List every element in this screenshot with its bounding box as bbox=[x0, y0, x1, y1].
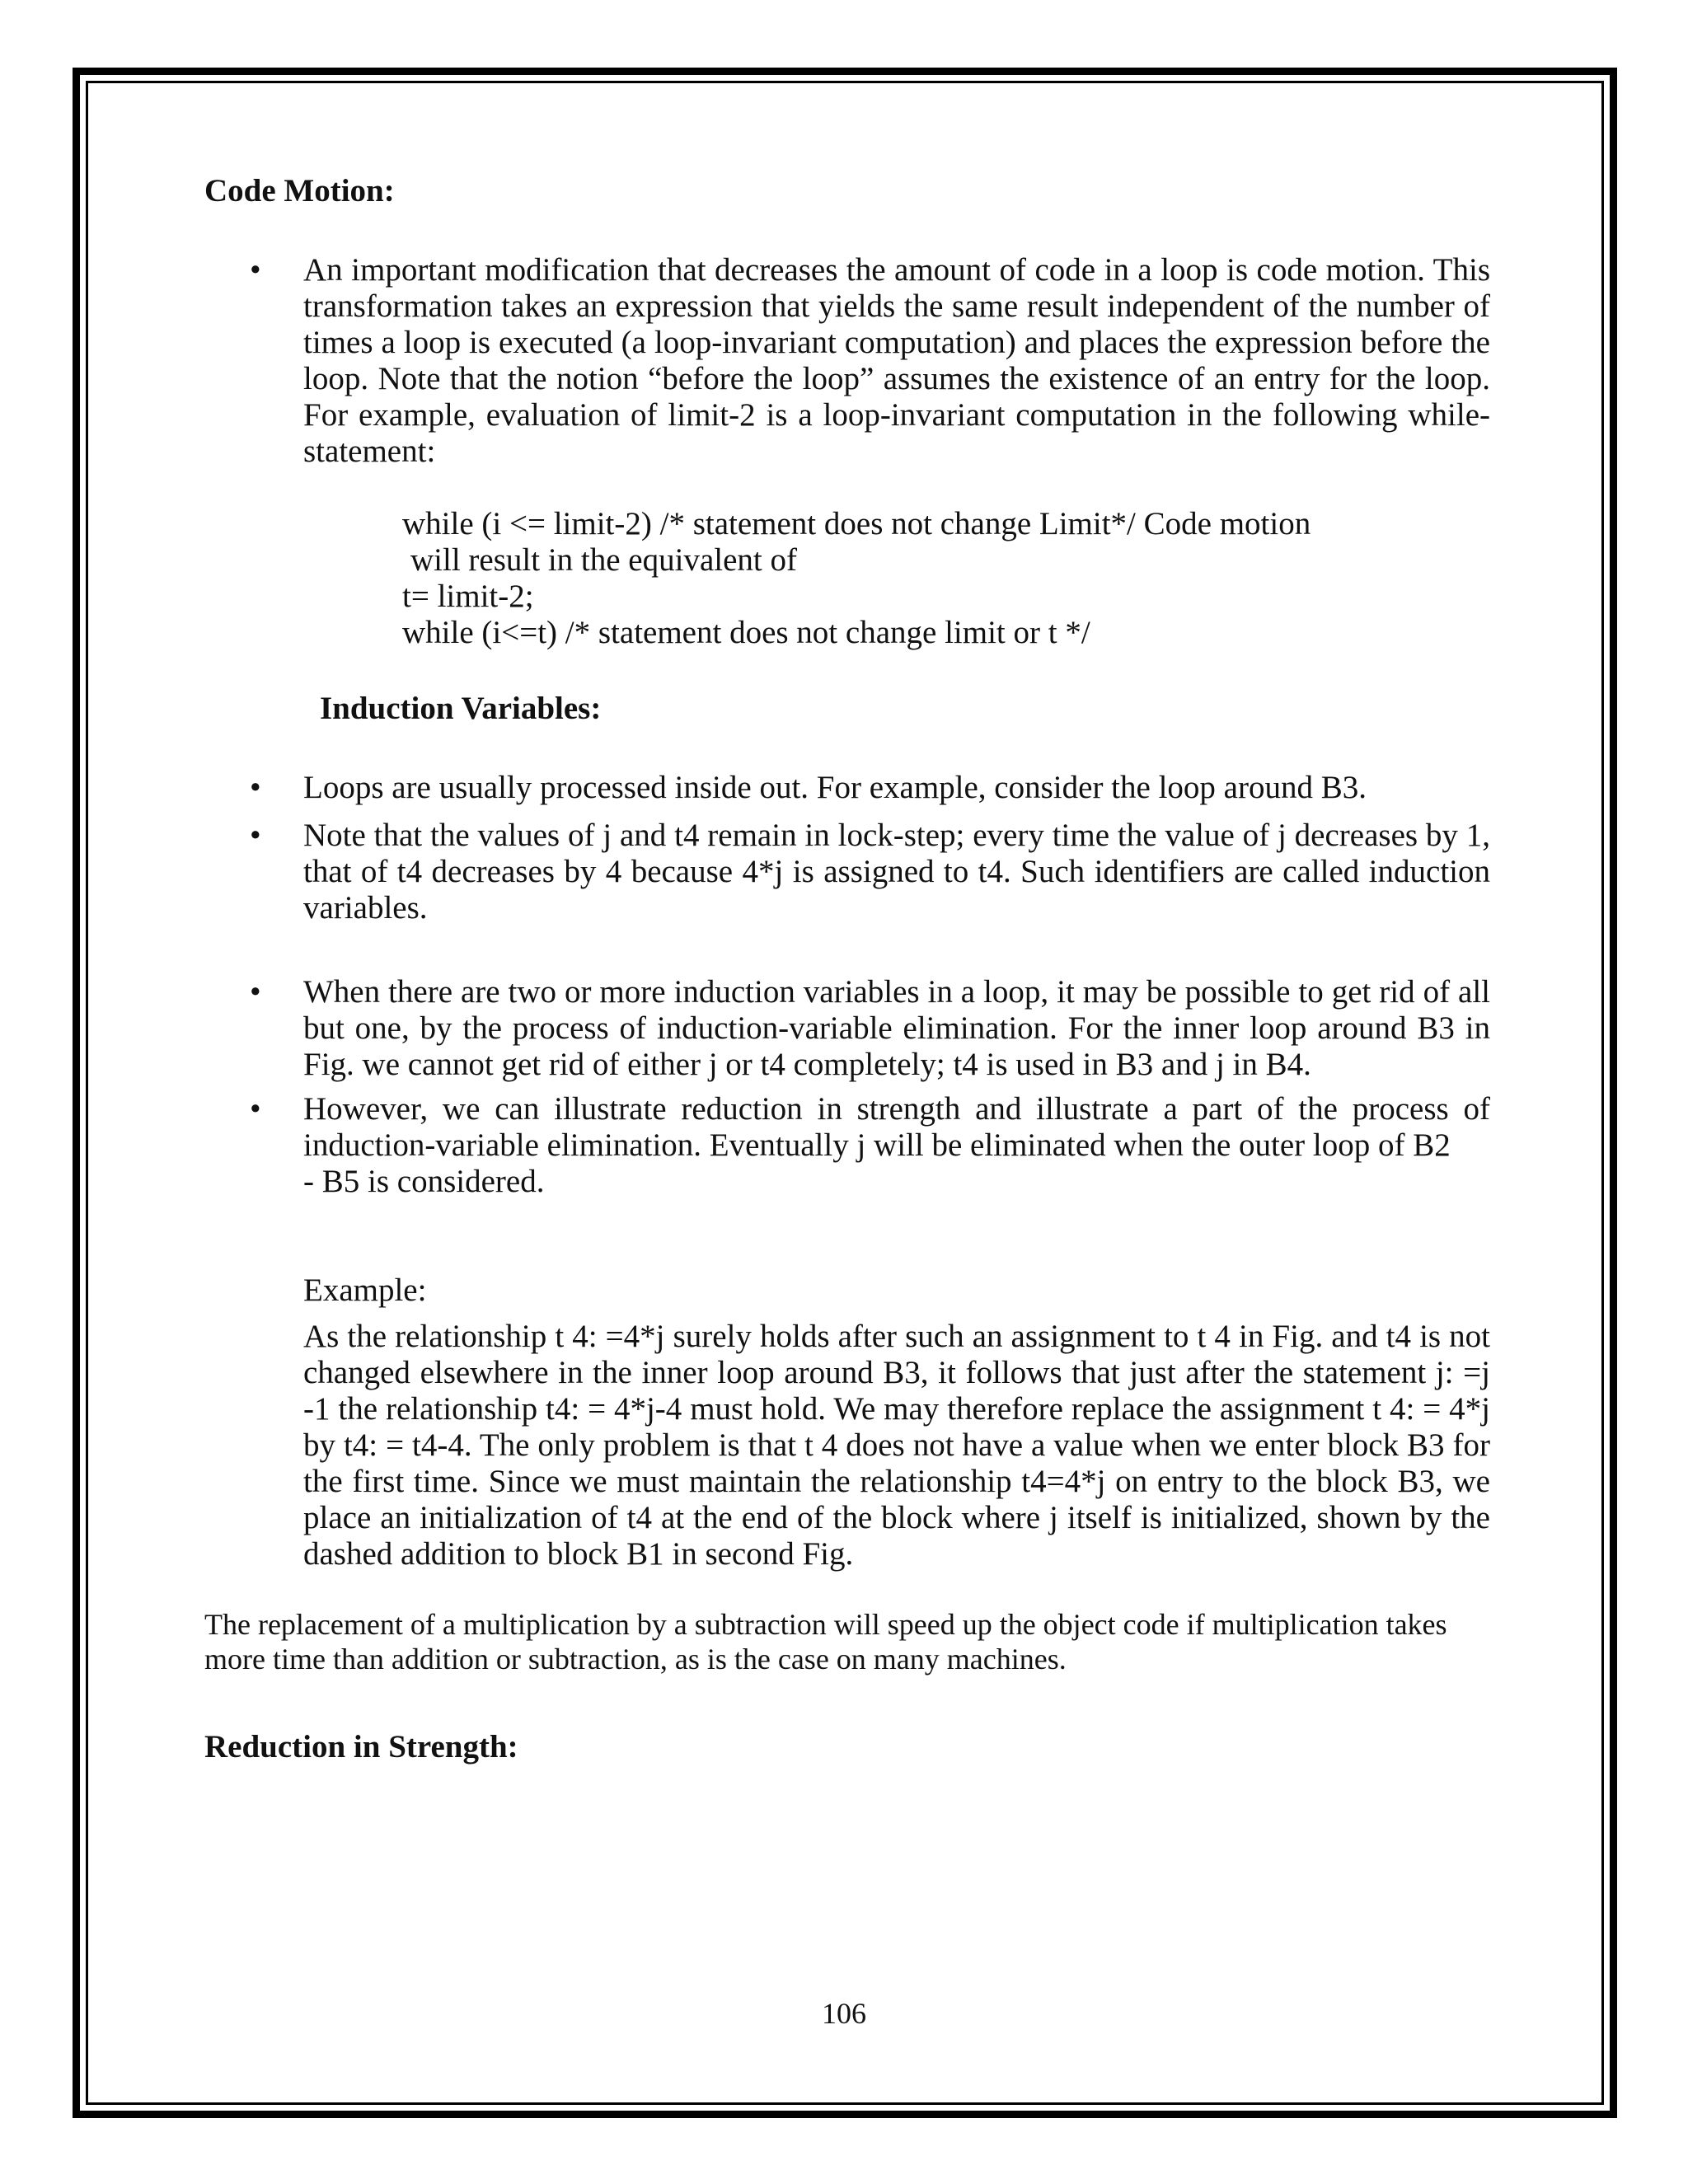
list-item bbox=[204, 818, 1490, 926]
induction-variables-heading: Induction Variables: bbox=[320, 691, 602, 726]
code-block bbox=[204, 506, 1490, 651]
code-motion-heading: Code Motion: bbox=[204, 173, 395, 209]
code-line: t= limit-2; bbox=[402, 579, 534, 614]
code-line: will result in the equivalent of bbox=[410, 542, 797, 578]
bullet-icon: • bbox=[250, 1091, 261, 1127]
replacement-paragraph: The replacement of a multiplication by a subtraction will speed up the object code if multiplication takes more time than addition or subtraction, as is the case on many machines. bbox=[204, 1608, 1447, 1675]
example-text: As the relationship t 4: =4*j surely holds after such an assignment to t 4 in Fig. and t4 is not changed elsewhere in the inner loop around B3, it follows that just after the statement j: =j -1 the relationship t4: = 4*j-4 must hold. We may therefore replace the assignment t 4: = 4*j by t4: = t4-4. The only problem is that t 4 does not have a value when we enter block B3 for the first time. Since we must maintain the relationship t4=4*j on entry to the block B3, we place an initialization of t4 at the end of the block where j itself is initialized, shown by the dashed addition to block B1 in second Fig. bbox=[303, 1319, 1490, 1572]
bullet-icon: • bbox=[250, 252, 261, 288]
example-label: Example: bbox=[303, 1272, 427, 1308]
list-item bbox=[204, 1091, 1490, 1200]
list-item bbox=[204, 974, 1490, 1083]
induction-bullet-text: Note that the values of j and t4 remain in lock-step; every time the value of j decreases by 1, that of t4 decreases by 4 because 4*j is assigned to t4. Such identifiers are called induction variables. bbox=[303, 818, 1490, 926]
page-content bbox=[204, 157, 1490, 1765]
induction-bullet-tail: - B5 is considered. bbox=[303, 1164, 545, 1199]
code-line: while (i<=t) /* statement does not change limit or t */ bbox=[402, 615, 1090, 650]
list-item bbox=[204, 770, 1490, 806]
bullet-icon: • bbox=[250, 818, 261, 853]
induction-bullets bbox=[204, 770, 1490, 1200]
example-block bbox=[204, 1272, 1490, 1572]
reduction-heading: Reduction in Strength: bbox=[204, 1729, 518, 1765]
induction-bullet-text: When there are two or more induction variables in a loop, it may be possible to get rid of all but one, by the process of induction-variable elimination. For the inner loop around B3 in Fig. we cannot get rid of either j or t4 completely; t4 is used in B3 and j in B4. bbox=[303, 974, 1490, 1082]
code-motion-bullet-text: An important modification that decreases the amount of code in a loop is code motion. This transformation takes an expression that yields the same result independent of the number of times a loop is executed (a loop-invariant computation) and places the expression before the loop. Note that the notion “before the loop” assumes the existence of an entry for the loop. For example, evaluation of limit-2 is a loop-invariant computation in the following while- statement: bbox=[303, 252, 1490, 469]
code-line: while (i <= limit-2) /* statement does not change Limit*/ Code motion bbox=[402, 506, 1311, 541]
code-motion-bullets bbox=[204, 252, 1490, 470]
bullet-icon: • bbox=[250, 770, 261, 805]
page-number: 106 bbox=[822, 1997, 866, 2030]
induction-bullet-text: Loops are usually processed inside out. For example, consider the loop around B3. bbox=[303, 770, 1367, 805]
list-item bbox=[204, 252, 1490, 470]
induction-bullet-text: However, we can illustrate reduction in strength and illustrate a part of the process of induction-variable elimination. Eventually j will be eliminated when the outer loop of B2 bbox=[303, 1091, 1490, 1163]
bullet-icon: • bbox=[250, 974, 261, 1010]
